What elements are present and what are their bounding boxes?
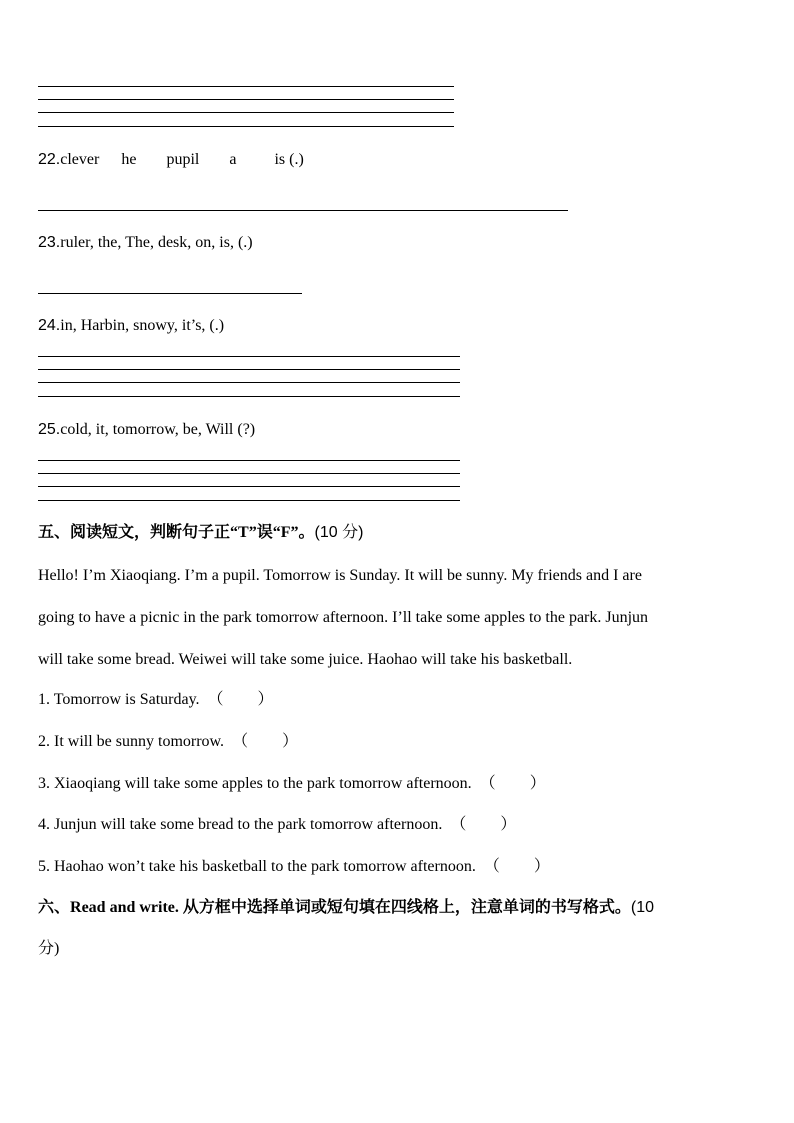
question-number: 24.: [38, 317, 61, 334]
section-6-score-a: (10: [630, 899, 655, 916]
question-number: 23.: [38, 234, 61, 251]
section-6-instructions: 从方框中选择单词或短句填在四线格上，注意单词的书写格式。: [178, 899, 631, 916]
false-mark: “F”: [272, 524, 299, 541]
section-5-title: 五、阅读短文，判断句子正: [38, 524, 231, 541]
word-5: is: [274, 151, 286, 168]
answer-bracket[interactable]: （ ）: [479, 775, 546, 792]
heading-mid: 误: [256, 524, 273, 541]
passage-line-3: will take some bread. Weiwei will take some juice. Haohao will take his basketball.: [38, 651, 573, 668]
scrambled-words: ruler, the, The, desk, on, is, (.): [60, 234, 253, 251]
word-3: pupil: [166, 151, 200, 168]
section-6-heading: [38, 898, 654, 918]
tf-item-2: [38, 732, 298, 752]
word-1: clever: [60, 151, 100, 168]
tf-statement: 5. Haohao won’t take his basketball to the park tomorrow afternoon.: [38, 858, 476, 875]
section-6-score-b: 分): [38, 940, 60, 957]
answer-bracket[interactable]: （ ）: [232, 733, 299, 750]
passage-line-2: going to have a picnic in the park tomorrow afternoon. I’ll take some apples to the park. Junjun: [38, 609, 649, 626]
scrambled-words: cold, it, tomorrow, be, Will (?): [60, 421, 256, 438]
tf-statement: 1. Tomorrow is Saturday.: [38, 691, 200, 708]
heading-end: 。: [298, 524, 315, 541]
answer-bracket[interactable]: （ ）: [207, 691, 274, 708]
section-6-english: Read and write.: [70, 899, 179, 916]
tf-statement: 2. It will be sunny tomorrow.: [38, 733, 225, 750]
passage-line-1: Hello! I’m Xiaoqiang. I’m a pupil. Tomorrow is Sunday. It will be sunny. My friends and I are: [38, 567, 642, 584]
question-24: [38, 316, 224, 336]
punctuation-hint: (.): [289, 151, 304, 168]
four-line-grid-top: [38, 86, 454, 128]
tf-item-3: [38, 774, 546, 794]
word-2: he: [121, 151, 137, 168]
tf-item-5: [38, 857, 550, 877]
answer-line-22[interactable]: [38, 210, 568, 211]
answer-bracket[interactable]: （ ）: [450, 816, 517, 833]
tf-item-1: [38, 690, 274, 710]
question-23: [38, 233, 253, 253]
four-line-grid-25[interactable]: [38, 460, 460, 502]
section-5-heading: [38, 523, 363, 543]
question-25: [38, 420, 255, 440]
question-22: [38, 150, 304, 170]
four-line-grid-24[interactable]: [38, 356, 460, 398]
tf-statement: 4. Junjun will take some bread to the park tomorrow afternoon.: [38, 816, 443, 833]
question-number: 25.: [38, 421, 61, 438]
true-mark: “T”: [230, 524, 257, 541]
scrambled-words: in, Harbin, snowy, it’s, (.): [60, 317, 225, 334]
answer-bracket[interactable]: （ ）: [483, 858, 550, 875]
section-5-score: (10 分): [314, 524, 364, 541]
answer-line-23[interactable]: [38, 293, 302, 294]
tf-item-4: [38, 815, 516, 835]
word-4: a: [229, 151, 237, 168]
section-6-prefix: 六、: [38, 899, 71, 916]
tf-statement: 3. Xiaoqiang will take some apples to the park tomorrow afternoon.: [38, 775, 472, 792]
question-number: 22.: [38, 151, 61, 168]
